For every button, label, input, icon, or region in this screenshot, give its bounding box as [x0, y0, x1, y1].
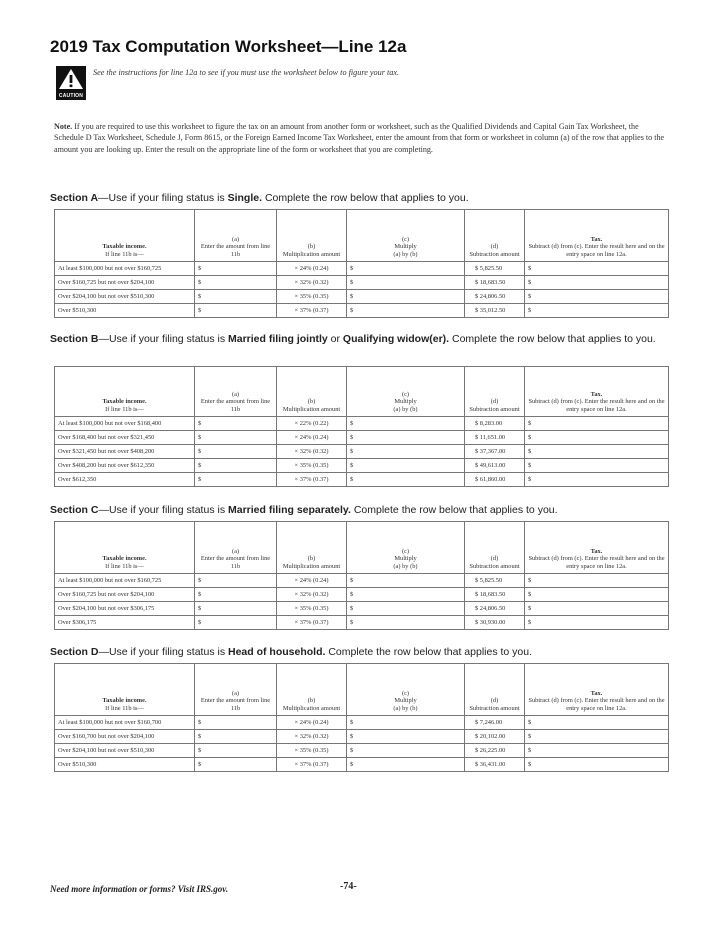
col-a-sub: Enter the amount from line 11b — [200, 243, 271, 259]
dollar-sign: $ — [198, 462, 202, 469]
dollar-sign: $ — [350, 420, 354, 427]
col-b-title: (b) — [307, 243, 316, 251]
col-d-sub: Subtraction amount — [469, 406, 520, 414]
dollar-sign: $ — [350, 448, 354, 455]
row-mult: × 22% (0.22) — [277, 417, 347, 431]
section-d-status: Head of household. — [227, 646, 326, 658]
row-sub: $ 18,683.50 — [465, 276, 525, 290]
col-tax-sub: Subtract (d) from (c). Enter the result here and on the entry space on line 12a. — [528, 243, 665, 259]
col-a-entry[interactable] — [195, 304, 277, 318]
dollar-sign: $ — [198, 719, 202, 726]
table-row — [55, 616, 669, 630]
dollar-sign: $ — [528, 434, 532, 441]
row-range: Over $321,450 but not over $408,200 — [55, 445, 195, 459]
row-range: Over $168,400 but not over $321,450 — [55, 431, 195, 445]
col-a-title: (a) — [231, 547, 240, 555]
section-d-post: Complete the row below that applies to you. — [325, 646, 533, 658]
dollar-sign: $ — [528, 265, 532, 272]
dollar-sign: $ — [198, 293, 202, 300]
col-c-title: (c) — [401, 547, 410, 555]
col-a-sub: Enter the amount from line 11b — [200, 398, 271, 414]
dollar-sign: $ — [350, 434, 354, 441]
col-a-sub: Enter the amount from line 11b — [200, 555, 271, 571]
col-tax-entry[interactable] — [525, 588, 669, 602]
col-c-title: (c) — [401, 689, 410, 697]
row-mult: × 32% (0.32) — [277, 730, 347, 744]
col-taxable-sub: If line 11b is— — [105, 705, 144, 713]
col-tax-header — [525, 367, 669, 417]
row-range: Over $204,100 but not over $510,300 — [55, 290, 195, 304]
dollar-sign: $ — [198, 577, 202, 584]
col-d-title: (d) — [490, 398, 499, 406]
col-c-header — [347, 664, 465, 716]
row-mult: × 24% (0.24) — [277, 716, 347, 730]
section-d-heading — [50, 646, 532, 659]
row-range: Over $204,100 but not over $306,175 — [55, 602, 195, 616]
col-c-header — [347, 367, 465, 417]
section-d-label: Section D — [50, 646, 99, 658]
dollar-sign: $ — [528, 448, 532, 455]
dollar-sign: $ — [350, 719, 354, 726]
col-tax-sub: Subtract (d) from (c). Enter the result here and on the entry space on line 12a. — [528, 697, 665, 713]
row-mult: × 35% (0.35) — [277, 744, 347, 758]
col-tax-entry[interactable] — [525, 417, 669, 431]
col-tax-entry[interactable] — [525, 304, 669, 318]
col-taxable-title: Taxable income. — [102, 555, 147, 563]
row-mult: × 24% (0.24) — [277, 574, 347, 588]
row-sub: $ 18,683.50 — [465, 588, 525, 602]
table-row — [55, 304, 669, 318]
col-b-sub: Multiplication amount — [282, 406, 341, 414]
dollar-sign: $ — [528, 420, 532, 427]
section-c-label: Section C — [50, 504, 99, 516]
col-a-entry[interactable] — [195, 744, 277, 758]
col-c-entry[interactable] — [347, 758, 465, 772]
col-a-header — [195, 522, 277, 574]
footer-help-text: Need more information or forms? Visit IRS.gov. — [50, 884, 229, 894]
dollar-sign: $ — [198, 761, 202, 768]
table-row — [55, 431, 669, 445]
note-body: If you are required to use this worksheet to figure the tax on an amount from another form or worksheet, such as the Qualified Dividends and Capital Gain Tax Worksheet, the Schedule D Tax Worksheet, Schedule J, Form 8615, or the Foreign Earned Income Tax Worksheet, enter the amount from that form or worksheet in column (a) of the row that applies to the amount you are looking up. Enter the result on the appropriate line of the form or worksheet that you are completing. — [54, 122, 665, 154]
col-b-sub: Multiplication amount — [282, 705, 341, 713]
row-range: Over $160,700 but not over $204,100 — [55, 730, 195, 744]
section-c-post: Complete the row below that applies to you. — [350, 504, 558, 516]
col-d-title: (d) — [490, 243, 499, 251]
col-tax-entry[interactable] — [525, 758, 669, 772]
section-d-pre: —Use if your filing status is — [98, 646, 228, 658]
row-sub: $ 35,012.50 — [465, 304, 525, 318]
col-b-header — [277, 210, 347, 262]
col-a-entry[interactable] — [195, 262, 277, 276]
dollar-sign: $ — [528, 591, 532, 598]
col-c-header — [347, 210, 465, 262]
col-a-header — [195, 367, 277, 417]
row-sub: $ 8,283.00 — [465, 417, 525, 431]
col-b-header — [277, 522, 347, 574]
col-a-entry[interactable] — [195, 730, 277, 744]
col-taxable-title: Taxable income. — [102, 697, 147, 705]
dollar-sign: $ — [350, 733, 354, 740]
table-row — [55, 758, 669, 772]
col-c-sub1: Multiply — [394, 398, 417, 406]
col-a-entry[interactable] — [195, 473, 277, 487]
col-tax-entry[interactable] — [525, 459, 669, 473]
caution-icon — [56, 66, 86, 100]
col-c-entry[interactable] — [347, 574, 465, 588]
row-sub: $ 7,246.00 — [465, 716, 525, 730]
row-mult: × 35% (0.35) — [277, 602, 347, 616]
row-range: At least $100,000 but not over $160,700 — [55, 716, 195, 730]
col-b-header — [277, 367, 347, 417]
col-c-title: (c) — [401, 390, 410, 398]
dollar-sign: $ — [350, 462, 354, 469]
dollar-sign: $ — [198, 307, 202, 314]
col-a-entry[interactable] — [195, 276, 277, 290]
col-tax-entry[interactable] — [525, 716, 669, 730]
col-c-entry[interactable] — [347, 473, 465, 487]
table-row — [55, 417, 669, 431]
section-a-pre: —Use if your filing status is — [98, 192, 228, 204]
col-taxable-sub: If line 11b is— — [105, 406, 144, 414]
col-c-sub2: (a) by (b) — [393, 705, 418, 713]
col-tax-entry[interactable] — [525, 730, 669, 744]
row-sub: $ 24,806.50 — [465, 602, 525, 616]
col-tax-title: Tax. — [590, 390, 603, 398]
row-mult: × 32% (0.32) — [277, 588, 347, 602]
section-b-pre: —Use if your filing status is — [98, 333, 228, 345]
section-b-status2: Qualifying widow(er). — [342, 333, 450, 345]
page-title: 2019 Tax Computation Worksheet—Line 12a — [50, 37, 407, 56]
row-sub: $ 26,225.00 — [465, 744, 525, 758]
col-d-header — [465, 664, 525, 716]
table-row — [55, 716, 669, 730]
col-b-sub: Multiplication amount — [282, 251, 341, 259]
caution-text: See the instructions for line 12a to see if you must use the worksheet below to figure your tax. — [93, 68, 399, 77]
table-row — [55, 744, 669, 758]
row-sub: $ 30,930.00 — [465, 616, 525, 630]
col-taxable-header — [55, 522, 195, 574]
col-c-entry[interactable] — [347, 730, 465, 744]
col-d-sub: Subtraction amount — [469, 251, 520, 259]
row-mult: × 37% (0.37) — [277, 616, 347, 630]
section-c-table — [54, 521, 669, 630]
col-tax-title: Tax. — [590, 689, 603, 697]
col-c-entry[interactable] — [347, 262, 465, 276]
dollar-sign: $ — [198, 420, 202, 427]
dollar-sign: $ — [198, 591, 202, 598]
col-taxable-sub: If line 11b is— — [105, 251, 144, 259]
col-tax-entry[interactable] — [525, 473, 669, 487]
col-c-entry[interactable] — [347, 459, 465, 473]
dollar-sign: $ — [198, 476, 202, 483]
col-d-title: (d) — [490, 555, 499, 563]
section-c-heading — [50, 504, 558, 517]
dollar-sign: $ — [350, 605, 354, 612]
col-d-sub: Subtraction amount — [469, 563, 520, 571]
section-a-heading — [50, 192, 469, 205]
row-range: At least $100,000 but not over $168,400 — [55, 417, 195, 431]
col-a-entry[interactable] — [195, 716, 277, 730]
table-row — [55, 588, 669, 602]
row-mult: × 37% (0.37) — [277, 758, 347, 772]
row-sub: $ 49,613.00 — [465, 459, 525, 473]
section-a-table — [54, 209, 669, 318]
row-mult: × 35% (0.35) — [277, 459, 347, 473]
section-b-heading — [50, 333, 660, 346]
col-a-entry[interactable] — [195, 602, 277, 616]
page-number: -74- — [340, 881, 357, 892]
table-row — [55, 473, 669, 487]
table-row — [55, 290, 669, 304]
col-a-title: (a) — [231, 235, 240, 243]
table-row — [55, 262, 669, 276]
section-c-pre: —Use if your filing status is — [98, 504, 228, 516]
col-tax-sub: Subtract (d) from (c). Enter the result here and on the entry space on line 12a. — [528, 555, 665, 571]
row-mult: × 32% (0.32) — [277, 445, 347, 459]
col-a-entry[interactable] — [195, 574, 277, 588]
col-taxable-header — [55, 664, 195, 716]
row-range: Over $510,300 — [55, 758, 195, 772]
section-a-status: Single. — [227, 192, 263, 204]
table-row — [55, 459, 669, 473]
col-d-title: (d) — [490, 697, 499, 705]
col-tax-header — [525, 210, 669, 262]
row-mult: × 24% (0.24) — [277, 262, 347, 276]
col-c-sub2: (a) by (b) — [393, 406, 418, 414]
row-mult: × 32% (0.32) — [277, 276, 347, 290]
col-c-entry[interactable] — [347, 616, 465, 630]
table-row — [55, 574, 669, 588]
row-mult: × 24% (0.24) — [277, 431, 347, 445]
row-sub: $ 24,806.50 — [465, 290, 525, 304]
col-tax-entry[interactable] — [525, 744, 669, 758]
col-d-header — [465, 522, 525, 574]
col-a-title: (a) — [231, 689, 240, 697]
col-c-sub2: (a) by (b) — [393, 251, 418, 259]
row-range: Over $612,350 — [55, 473, 195, 487]
dollar-sign: $ — [350, 761, 354, 768]
row-range: Over $160,725 but not over $204,100 — [55, 276, 195, 290]
col-taxable-title: Taxable income. — [102, 243, 147, 251]
row-mult: × 35% (0.35) — [277, 290, 347, 304]
col-c-entry[interactable] — [347, 744, 465, 758]
col-a-entry[interactable] — [195, 445, 277, 459]
col-tax-entry[interactable] — [525, 262, 669, 276]
col-b-title: (b) — [307, 555, 316, 563]
col-c-sub2: (a) by (b) — [393, 563, 418, 571]
col-a-entry[interactable] — [195, 290, 277, 304]
col-c-entry[interactable] — [347, 417, 465, 431]
dollar-sign: $ — [350, 619, 354, 626]
dollar-sign: $ — [528, 293, 532, 300]
col-a-entry[interactable] — [195, 417, 277, 431]
col-tax-header — [525, 522, 669, 574]
col-tax-entry[interactable] — [525, 602, 669, 616]
col-c-entry[interactable] — [347, 445, 465, 459]
caution-label: CAUTION — [58, 93, 84, 99]
dollar-sign: $ — [528, 733, 532, 740]
col-c-entry[interactable] — [347, 290, 465, 304]
dollar-sign: $ — [528, 279, 532, 286]
table-row — [55, 730, 669, 744]
dollar-sign: $ — [198, 279, 202, 286]
section-b-mid: or — [327, 333, 343, 345]
dollar-sign: $ — [528, 761, 532, 768]
col-a-entry[interactable] — [195, 459, 277, 473]
dollar-sign: $ — [350, 747, 354, 754]
col-tax-entry[interactable] — [525, 616, 669, 630]
col-c-title: (c) — [401, 235, 410, 243]
section-b-post: Complete the row below that applies to you. — [449, 333, 656, 345]
section-a-label: Section A — [50, 192, 99, 204]
col-taxable-sub: If line 11b is— — [105, 563, 144, 571]
col-a-entry[interactable] — [195, 616, 277, 630]
dollar-sign: $ — [350, 476, 354, 483]
dollar-sign: $ — [528, 577, 532, 584]
section-b-label: Section B — [50, 333, 99, 345]
row-sub: $ 61,860.00 — [465, 473, 525, 487]
section-a-post: Complete the row below that applies to you. — [262, 192, 469, 204]
col-c-entry[interactable] — [347, 304, 465, 318]
dollar-sign: $ — [528, 605, 532, 612]
row-sub: $ 5,825.50 — [465, 262, 525, 276]
row-range: Over $204,100 but not over $510,300 — [55, 744, 195, 758]
row-range: Over $306,175 — [55, 616, 195, 630]
col-a-header — [195, 664, 277, 716]
note-lead: Note. — [54, 122, 73, 131]
col-a-sub: Enter the amount from line 11b — [200, 697, 271, 713]
col-c-sub1: Multiply — [394, 555, 417, 563]
dollar-sign: $ — [350, 577, 354, 584]
dollar-sign: $ — [528, 619, 532, 626]
section-b-status: Married filing jointly — [227, 333, 328, 345]
col-c-sub1: Multiply — [394, 697, 417, 705]
row-sub: $ 5,825.50 — [465, 574, 525, 588]
row-range: At least $100,000 but not over $160,725 — [55, 574, 195, 588]
col-tax-entry[interactable] — [525, 574, 669, 588]
table-row — [55, 276, 669, 290]
dollar-sign: $ — [528, 462, 532, 469]
col-c-entry[interactable] — [347, 716, 465, 730]
col-tax-entry[interactable] — [525, 445, 669, 459]
row-range: Over $408,200 but not over $612,350 — [55, 459, 195, 473]
col-a-title: (a) — [231, 390, 240, 398]
col-d-header — [465, 210, 525, 262]
col-a-entry[interactable] — [195, 431, 277, 445]
col-c-entry[interactable] — [347, 588, 465, 602]
col-tax-sub: Subtract (d) from (c). Enter the result here and on the entry space on line 12a. — [528, 398, 665, 414]
dollar-sign: $ — [528, 747, 532, 754]
table-row — [55, 445, 669, 459]
dollar-sign: $ — [350, 279, 354, 286]
dollar-sign: $ — [198, 733, 202, 740]
col-taxable-header — [55, 210, 195, 262]
row-range: Over $510,300 — [55, 304, 195, 318]
dollar-sign: $ — [198, 619, 202, 626]
row-sub: $ 11,651.00 — [465, 431, 525, 445]
col-c-entry[interactable] — [347, 276, 465, 290]
row-mult: × 37% (0.37) — [277, 304, 347, 318]
col-d-header — [465, 367, 525, 417]
col-a-entry[interactable] — [195, 588, 277, 602]
col-a-entry[interactable] — [195, 758, 277, 772]
col-b-sub: Multiplication amount — [282, 563, 341, 571]
col-c-sub1: Multiply — [394, 243, 417, 251]
section-b-table — [54, 366, 669, 487]
col-tax-title: Tax. — [590, 235, 603, 243]
dollar-sign: $ — [198, 265, 202, 272]
col-c-entry[interactable] — [347, 431, 465, 445]
col-taxable-header — [55, 367, 195, 417]
row-sub: $ 36,431.00 — [465, 758, 525, 772]
col-c-entry[interactable] — [347, 602, 465, 616]
dollar-sign: $ — [350, 591, 354, 598]
dollar-sign: $ — [198, 434, 202, 441]
col-tax-entry[interactable] — [525, 290, 669, 304]
row-range: At least $100,000 but not over $160,725 — [55, 262, 195, 276]
col-b-header — [277, 664, 347, 716]
row-range: Over $160,725 but not over $204,100 — [55, 588, 195, 602]
col-b-title: (b) — [307, 398, 316, 406]
col-tax-header — [525, 664, 669, 716]
dollar-sign: $ — [198, 448, 202, 455]
row-sub: $ 37,367.00 — [465, 445, 525, 459]
col-tax-title: Tax. — [590, 547, 603, 555]
dollar-sign: $ — [350, 265, 354, 272]
col-c-header — [347, 522, 465, 574]
dollar-sign: $ — [350, 293, 354, 300]
col-tax-entry[interactable] — [525, 276, 669, 290]
col-tax-entry[interactable] — [525, 431, 669, 445]
col-b-title: (b) — [307, 697, 316, 705]
col-d-sub: Subtraction amount — [469, 705, 520, 713]
note-paragraph — [54, 121, 669, 155]
dollar-sign: $ — [198, 747, 202, 754]
table-row — [55, 602, 669, 616]
section-d-table — [54, 663, 669, 772]
row-mult: × 37% (0.37) — [277, 473, 347, 487]
col-a-header — [195, 210, 277, 262]
dollar-sign: $ — [198, 605, 202, 612]
section-c-status: Married filing separately. — [227, 504, 351, 516]
dollar-sign: $ — [528, 719, 532, 726]
dollar-sign: $ — [528, 307, 532, 314]
dollar-sign: $ — [350, 307, 354, 314]
col-taxable-title: Taxable income. — [102, 398, 147, 406]
row-sub: $ 20,102.00 — [465, 730, 525, 744]
dollar-sign: $ — [528, 476, 532, 483]
